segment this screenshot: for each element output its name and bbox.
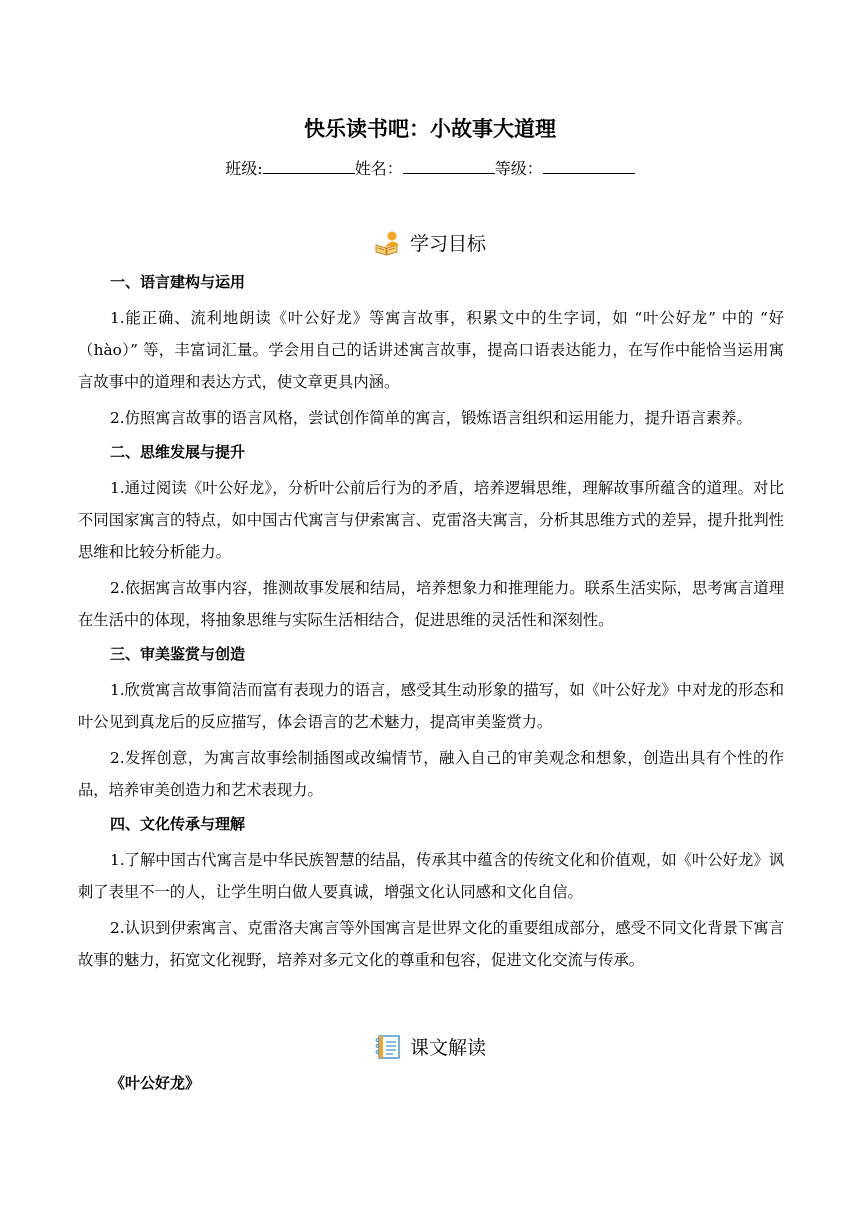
paragraph: 2.仿照寓言故事的语言风格，尝试创作简单的寓言，锻炼语言组织和运用能力，提升语言素养。 bbox=[110, 409, 752, 427]
page-title: 快乐读书吧：小故事大道理 bbox=[304, 117, 556, 141]
name-blank[interactable] bbox=[403, 158, 495, 174]
paragraph: 1.欣赏寓言故事简洁而富有表现力的语言，感受其生动形象的描写，如《叶公好龙》中对龙的形态和叶公见到真龙后的反应描写，体会语言的艺术魅力，提高审美鉴赏力。 bbox=[78, 681, 784, 731]
reader-book-icon bbox=[374, 230, 402, 256]
section-heading-reading bbox=[0, 1033, 860, 1060]
paragraph: 1.能正确、流利地朗读《叶公好龙》等寓言故事，积累文中的生字词，如 “叶公好龙” 中的 “好（hào）” 等，丰富词汇量。学会用自己的话讲述寓言故事，提高口语表达能力，在写作中能恰当运用寓言故事中的道理和表达方式，使文章更具内涵。 bbox=[78, 309, 784, 391]
paragraph: 2.发挥创意，为寓言故事绘制插图或改编情节，融入自己的审美观念和想象，创造出具有个性的作品，培养审美创造力和艺术表现力。 bbox=[78, 749, 784, 799]
section-heading-objectives bbox=[0, 229, 860, 256]
grade-blank[interactable] bbox=[543, 158, 635, 174]
group-title: 一、语言建构与运用 bbox=[110, 273, 246, 291]
section-heading-text: 学习目标 bbox=[409, 233, 486, 255]
notebook-icon bbox=[374, 1034, 402, 1060]
objectives-content bbox=[78, 268, 784, 980]
section-heading-text: 课文解读 bbox=[409, 1037, 486, 1059]
lesson-title: 《叶公好龙》 bbox=[110, 1074, 201, 1092]
group-title: 二、思维发展与提升 bbox=[110, 443, 246, 461]
student-info-line bbox=[0, 156, 860, 179]
group-title: 四、文化传承与理解 bbox=[110, 815, 246, 833]
paragraph: 1.通过阅读《叶公好龙》，分析叶公前后行为的矛盾，培养逻辑思维，理解故事所蕴含的道理。对比不同国家寓言的特点，如中国古代寓言与伊索寓言、克雷洛夫寓言，分析其思维方式的差异，提升批判性思维和比较分析能力。 bbox=[78, 479, 784, 561]
paragraph: 1.了解中国古代寓言是中华民族智慧的结晶，传承其中蕴含的传统文化和价值观，如《叶公好龙》讽刺了表里不一的人，让学生明白做人要真诚，增强文化认同感和文化自信。 bbox=[78, 851, 784, 901]
class-blank[interactable] bbox=[263, 158, 355, 174]
name-label: 姓名： bbox=[354, 159, 403, 178]
group-title: 三、审美鉴赏与创造 bbox=[110, 645, 246, 663]
grade-label: 等级： bbox=[494, 159, 543, 178]
paragraph: 2.认识到伊索寓言、克雷洛夫寓言等外国寓言是世界文化的重要组成部分，感受不同文化背景下寓言故事的魅力，拓宽文化视野，培养对多元文化的尊重和包容，促进文化交流与传承。 bbox=[78, 919, 784, 969]
paragraph: 2.依据寓言故事内容，推测故事发展和结局，培养想象力和推理能力。联系生活实际，思考寓言道理在生活中的体现，将抽象思维与实际生活相结合，促进思维的灵活性和深刻性。 bbox=[78, 579, 784, 629]
class-label: 班级: bbox=[225, 159, 263, 178]
